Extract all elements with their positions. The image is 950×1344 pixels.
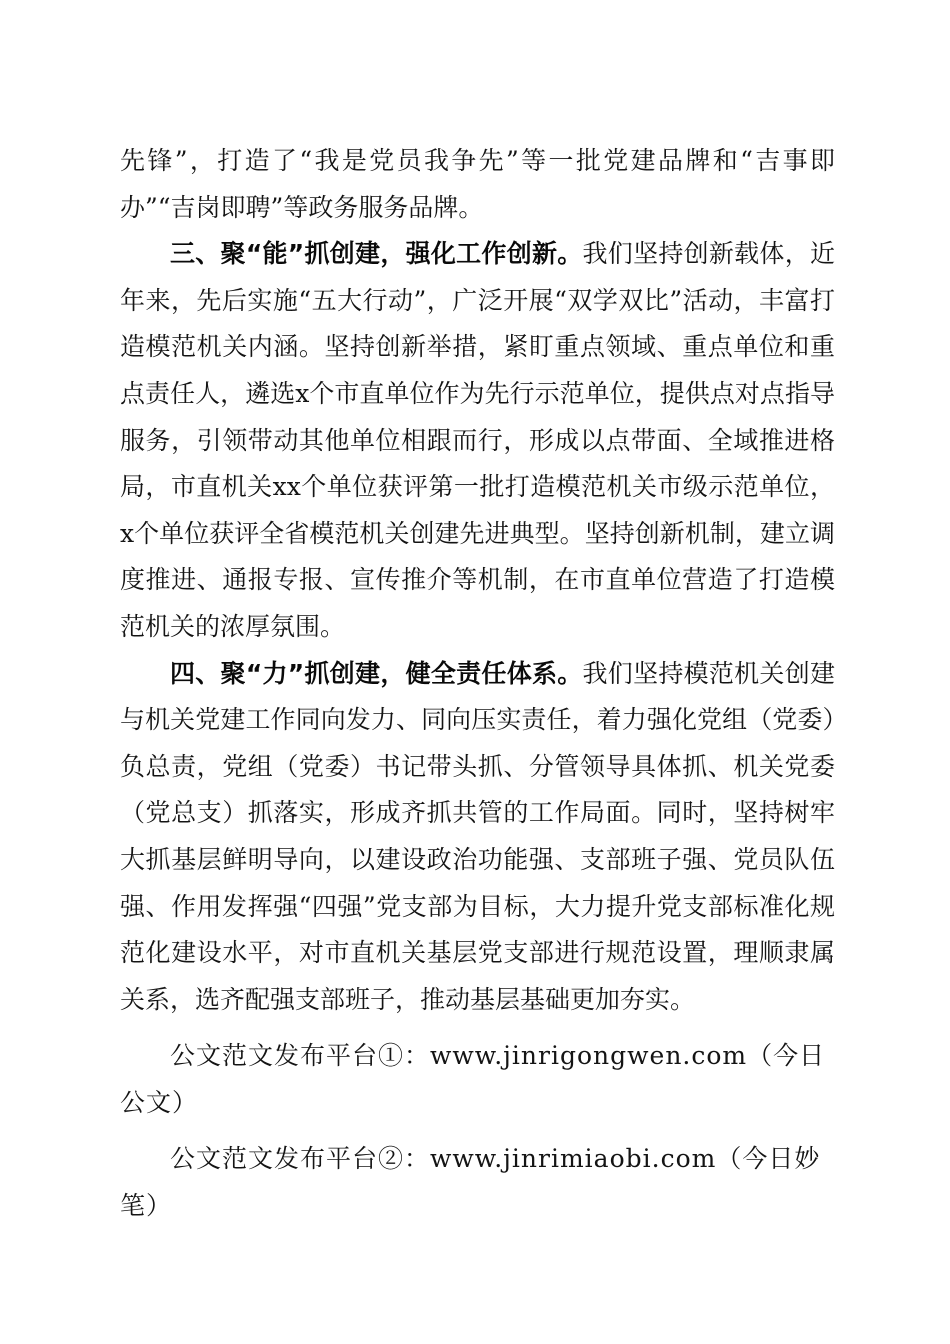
spacer	[120, 1126, 835, 1136]
document-body	[120, 138, 835, 1230]
platform-line-1: 公文范文发布平台①：www.jinrigongwen.com（今日公文）	[120, 1041, 826, 1117]
section-heading-three: 三、聚“能”抓创建，强化工作创新。	[170, 239, 583, 269]
paragraph-section-three	[120, 231, 835, 650]
paragraph-text: 我们坚持创新载体，近年来，先后实施“五大行动”，广泛开展“双学双比”活动，丰富打造模范机关内涵。坚持创新举措，紧盯重点领域、重点单位和重点责任人，遴选x个市直单位作为先行示范单位，提供点对点指导服务，引领带动其他单位相跟而行，形成以点带面、全域推进格局，市直机关xx个单位获评第一批打造模范机关市级示范单位，x个单位获评全省模范机关创建先进典型。坚持创新机制，建立调度推进、通报专报、宣传推介等机制，在市直单位营造了打造模范机关的浓厚氛围。	[120, 239, 835, 641]
paragraph-text: 我们坚持模范机关创建与机关党建工作同向发力、同向压实责任，着力强化党组（党委）负总责，党组（党委）书记带头抓、分管领导具体抓、机关党委（党总支）抓落实，形成齐抓共管的工作局面。同时，坚持树牢大抓基层鲜明导向，以建设政治功能强、支部班子强、党员队伍强、作用发挥强“四强”党支部为目标，大力提升党支部标准化规范化建设水平，对市直机关基层党支部进行规范设置，理顺隶属关系，选齐配强支部班子，推动基层基础更加夯实。	[120, 658, 835, 1014]
paragraph-section-four	[120, 651, 835, 1024]
spacer	[120, 1023, 835, 1033]
paragraph-continuation	[120, 138, 835, 231]
paragraph-text: 先锋”，打造了“我是党员我争先”等一批党建品牌和“吉事即办”“吉岗即聘”等政务服务品牌。	[120, 146, 835, 222]
platform-line-2: 公文范文发布平台②：www.jinrimiaobi.com（今日妙笔）	[120, 1144, 821, 1221]
section-heading-four: 四、聚“力”抓创建，健全责任体系。	[170, 658, 583, 688]
